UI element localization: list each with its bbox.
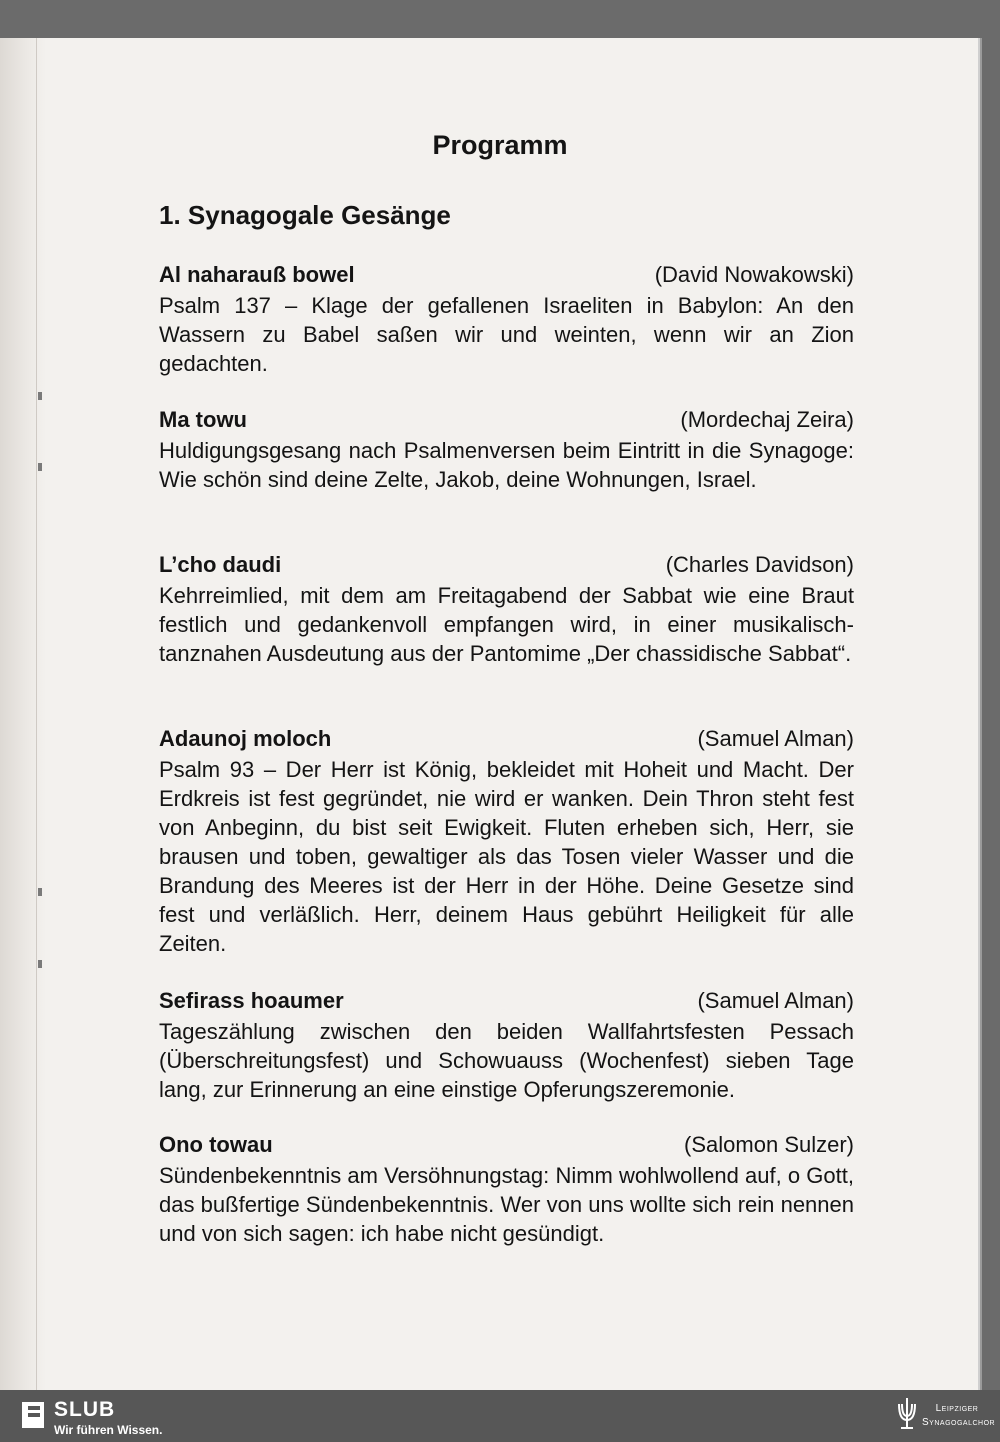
partner-line-1: Leipziger xyxy=(935,1403,979,1414)
composer: (Mordechaj Zeira) xyxy=(680,407,854,432)
piece-description: Huldigungsgesang nach Psalmenversen beim Eintritt in die Synagoge: Wie schön sind deine Zelte, Jakob, deine Wohnungen, Israel. xyxy=(159,438,854,492)
composer: (David Nowakowski) xyxy=(654,262,854,287)
partner-line-2: Synagogalchor xyxy=(922,1417,996,1428)
piece-title: Sefirass hoaumer xyxy=(159,988,344,1013)
footer-bar xyxy=(0,1390,1000,1442)
composer: (Salomon Sulzer) xyxy=(684,1132,854,1157)
piece-title: Ono towau xyxy=(159,1132,273,1157)
program-entry xyxy=(159,552,854,668)
piece-description: Sündenbekenntnis am Versöhnungstag: Nimm wohlwollend auf, o Gott, das bußfertige Sündenbekenntnis. Wer von uns wollte sich rein nennen und von sich sagen: ich habe nicht gesündigt. xyxy=(159,1163,854,1246)
program-entry xyxy=(159,407,854,494)
program-entry xyxy=(159,1132,854,1248)
piece-title: Al naharauß bowel xyxy=(159,262,355,287)
slub-book-icon xyxy=(22,1402,44,1428)
piece-description: Psalm 93 – Der Herr ist König, bekleidet mit Hoheit und Macht. Der Erdkreis ist fest gegründet, nie wird er wanken. Dein Thron steht fest von Anbeginn, du bist seit Ewigkeit. Fluten erheben sich, Herr, sie brausen und toben, gewaltiger als das Tosen vieler Wasser und die Brandung des Meeres ist der Herr in der Höhe. Deine Gesetze sind fest und verläßlich. Herr, deinem Haus gebührt Heiligkeit für alle Zeiten. xyxy=(159,757,854,956)
slub-brand: SLUB xyxy=(54,1398,116,1421)
binding-mark xyxy=(38,960,42,968)
composer: (Samuel Alman) xyxy=(697,726,854,751)
piece-description: Tageszählung zwischen den beiden Wallfahrtsfesten Pessach (Überschreitungsfest) und Schowuauss (Wochenfest) sieben Tage lang, zur Erinnerung an eine einstige Opferungszeremonie. xyxy=(159,1019,854,1102)
binding-mark xyxy=(38,463,42,471)
page-title: Programm xyxy=(432,130,568,160)
partner-name xyxy=(922,1402,996,1430)
composer: (Samuel Alman) xyxy=(697,988,854,1013)
composer: (Charles Davidson) xyxy=(665,552,854,577)
piece-description: Kehrreimlied, mit dem am Freitagabend der Sabbat wie eine Braut festlich und gedankenvoll empfangen wird, in einer musikalisch-tanznahen Ausdeutung aus der Pantomime „Der chassidische Sabbat“. xyxy=(159,583,854,666)
binding-mark xyxy=(38,392,42,400)
slub-tagline: Wir führen Wissen. xyxy=(54,1423,163,1437)
program-entry xyxy=(159,988,854,1104)
program-entry xyxy=(159,262,854,378)
piece-description: Psalm 137 – Klage der gefallenen Israeliten in Babylon: An den Wassern zu Babel saßen wir und weinten, wenn wir an Zion gedachten. xyxy=(159,293,854,376)
piece-title: Adaunoj moloch xyxy=(159,726,332,751)
section-heading: 1. Synagogale Gesänge xyxy=(159,200,451,230)
program-entry xyxy=(159,726,854,958)
page-spine xyxy=(0,38,46,1390)
piece-title: Ma towu xyxy=(159,407,247,432)
piece-title: L’cho daudi xyxy=(159,552,282,577)
spine-fold xyxy=(36,38,37,1390)
binding-mark xyxy=(38,888,42,896)
